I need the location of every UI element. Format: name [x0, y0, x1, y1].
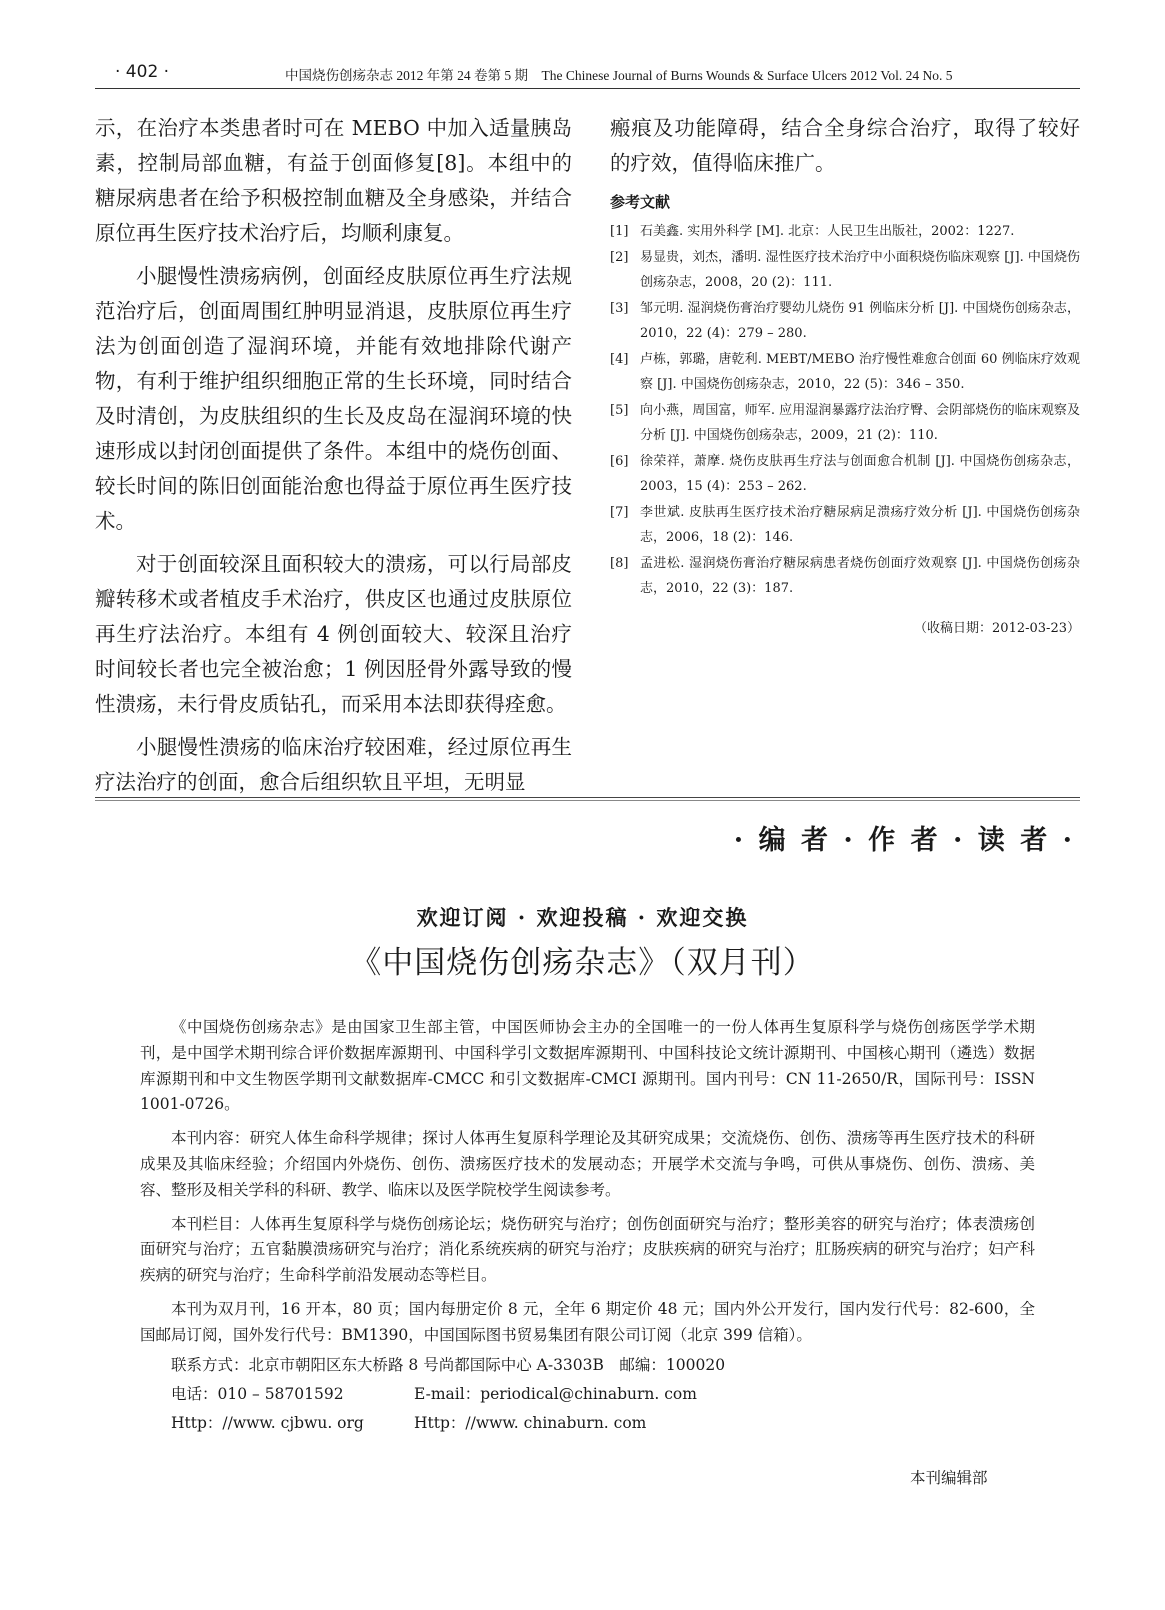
reference-number: [6] [610, 454, 629, 469]
notice-paragraph: 本刊栏目：人体再生复原科学与烧伤创疡论坛；烧伤研究与治疗；创伤创面研究与治疗；整形美容的研究与治疗；体表溃疡创面研究与治疗；五官黏膜溃疡研究与治疗；消化系统疾病的研究与治疗；皮肤疾病的研究与治疗；肛肠疾病的研究与治疗；妇产科疾病的研究与治疗；生命科学前沿发展动态等栏目。 [140, 1214, 1035, 1285]
reference-number: [3] [610, 301, 629, 316]
page-number: · 402 · [115, 62, 170, 82]
reference-number: [1] [610, 224, 629, 239]
reference-number: [8] [610, 556, 629, 571]
website-link[interactable]: Http：//www. chinaburn. com [414, 1413, 647, 1432]
section-tag: · 编 者 · 作 者 · 读 者 · [733, 825, 1075, 856]
signature: 本刊编辑部 [910, 1469, 988, 1487]
paragraph: 小腿慢性溃疡病例，创面经皮肤原位再生疗法规范治疗后，创面周围红肿明显消退，皮肤原位再生疗法为创面创造了湿润环境，并能有效地排除代谢产物，有利于维护组织细胞正常的生长环境，同时结合及时清创，为皮肤组织的生长及皮岛在湿润环境的快速形成以封闭创面提供了条件。本组中的烧伤创面、较长时间的陈旧创面能治愈也得益于原位再生医疗技术。 [95, 264, 572, 533]
reference-item [610, 245, 1080, 295]
paragraph: 瘢痕及功能障碍，结合全身综合治疗，取得了较好的疗效，值得临床推广。 [610, 116, 1080, 175]
notice-body [140, 1015, 1035, 1438]
section-divider [95, 797, 1080, 798]
contact-text: 联系方式：北京市朝阳区东大桥路 8 号尚都国际中心 A-3303B 邮编：100020 [171, 1355, 726, 1374]
reference-item [610, 449, 1080, 499]
reference-item [610, 347, 1080, 397]
reference-list [610, 219, 1080, 601]
reference-text: 徐荣祥，萧摩. 烧伤皮肤再生疗法与创面愈合机制 [J]. 中国烧伤创疡杂志，2003，15 (4)：253 – 262. [640, 454, 1080, 494]
reference-text: 孟进松. 湿润烧伤膏治疗糖尿病患者烧伤创面疗效观察 [J]. 中国烧伤创疡杂志，2010，22 (3)：187. [640, 556, 1080, 596]
contact-address [140, 1351, 1035, 1380]
reference-text: 石美鑫. 实用外科学 [M]. 北京：人民卫生出版社，2002：1227. [640, 224, 1015, 239]
reference-number: [7] [610, 505, 629, 520]
contact-row [140, 1380, 1035, 1409]
reference-text: 向小燕，周国富，师军. 应用湿润暴露疗法治疗臀、会阴部烧伤的临床观察及分析 [J]. 中国烧伤创疡杂志，2009，21 (2)：110. [640, 403, 1080, 443]
reference-item [610, 500, 1080, 550]
right-column [610, 111, 1080, 646]
reference-item [610, 219, 1080, 244]
reference-text: 卢栋，郭璐，唐乾利. MEBT/MEBO 治疗慢性难愈合创面 60 例临床疗效观察 [J]. 中国烧伤创疡杂志，2010，22 (5)：346 – 350. [640, 352, 1080, 392]
paragraph: 示，在治疗本类患者时可在 MEBO 中加入适量胰岛素，控制局部血糖，有益于创面修复[8]。本组中的糖尿病患者在给予积极控制血糖及全身感染，并结合原位再生医疗技术治疗后，均顺利康复。 [95, 116, 572, 245]
paragraph: 对于创面较深且面积较大的溃疡，可以行局部皮瓣转移术或者植皮手术治疗，供皮区也通过皮肤原位再生疗法治疗。本组有 4 例创面较大、较深且治疗时间较长者也完全被治愈；1 例因胫骨外露导致的慢性溃疡，未行骨皮质钻孔，而采用本法即获得痊愈。 [95, 552, 572, 716]
header-rule [95, 88, 1080, 89]
reference-item [610, 296, 1080, 346]
reference-text: 李世斌. 皮肤再生医疗技术治疗糖尿病足溃疡疗效分析 [J]. 中国烧伤创疡杂志，2006，18 (2)：146. [640, 505, 1080, 545]
section-divider-thin [95, 800, 1080, 801]
reference-item [610, 398, 1080, 448]
reference-item [610, 551, 1080, 601]
website-link[interactable]: Http：//www. cjbwu. org [171, 1413, 364, 1432]
paragraph: 小腿慢性溃疡的临床治疗较困难，经过原位再生疗法治疗的创面，愈合后组织软且平坦，无明显 [95, 735, 572, 794]
phone-text: 电话：010 – 58701592 [171, 1384, 344, 1403]
contact-row [140, 1409, 1035, 1438]
reference-text: 易显贵，刘杰，潘明. 湿性医疗技术治疗中小面积烧伤临床观察 [J]. 中国烧伤创疡杂志，2008，20 (2)：111. [640, 250, 1080, 290]
reference-number: [5] [610, 403, 629, 418]
reference-text: 邹元明. 湿润烧伤膏治疗婴幼儿烧伤 91 例临床分析 [J]. 中国烧伤创疡杂志，2010，22 (4)：279 – 280. [640, 301, 1080, 341]
reference-number: [4] [610, 352, 629, 367]
received-date: （收稿日期：2012-03-23） [914, 621, 1080, 636]
reference-number: [2] [610, 250, 629, 265]
notice-paragraph: 本刊内容：研究人体生命科学规律；探讨人体再生复原科学理论及其研究成果；交流烧伤、创伤、溃疡等再生医疗技术的科研成果及其临床经验；介绍国内外烧伤、创伤、溃疡医疗技术的发展动态；开展学术交流与争鸣，可供从事烧伤、创伤、溃疡、美容、整形及相关学科的科研、教学、临床以及医学院校学生阅读参考。 [140, 1129, 1035, 1199]
email-text: E-mail：periodical@chinaburn. com [414, 1384, 697, 1403]
running-header: 中国烧伤创疡杂志 2012 年第 24 卷第 5 期 The Chinese Journal of Burns Wounds & Surface Ulcers 2012 Vol. 24 No. 5 [285, 68, 953, 83]
notice-title: 《中国烧伤创疡杂志》（双月刊） [350, 945, 815, 981]
notice-welcome: 欢迎订阅 · 欢迎投稿 · 欢迎交换 [416, 905, 749, 930]
left-column [95, 111, 572, 808]
references-title: 参考文献 [610, 193, 671, 211]
notice-paragraph: 《中国烧伤创疡杂志》是由国家卫生部主管，中国医师协会主办的全国唯一的一份人体再生复原科学与烧伤创疡医学学术期刊，是中国学术期刊综合评价数据库源期刊、中国科学引文数据库源期刊、中国科技论文统计源期刊、中国核心期刊（遴选）数据库源期刊和中文生物医学期刊文献数据库-CMCC 和引文数据库-CMCI 源期刊。国内刊号：CN 11-2650/R，国际刊号：ISSN 1001-0726。 [140, 1018, 1035, 1114]
notice-paragraph: 本刊为双月刊，16 开本，80 页；国内每册定价 8 元，全年 6 期定价 48 元；国内外公开发行，国内发行代号：82-600，全国邮局订阅，国外发行代号：BM1390，中国国际图书贸易集团有限公司订阅（北京 399 信箱）。 [140, 1299, 1035, 1344]
